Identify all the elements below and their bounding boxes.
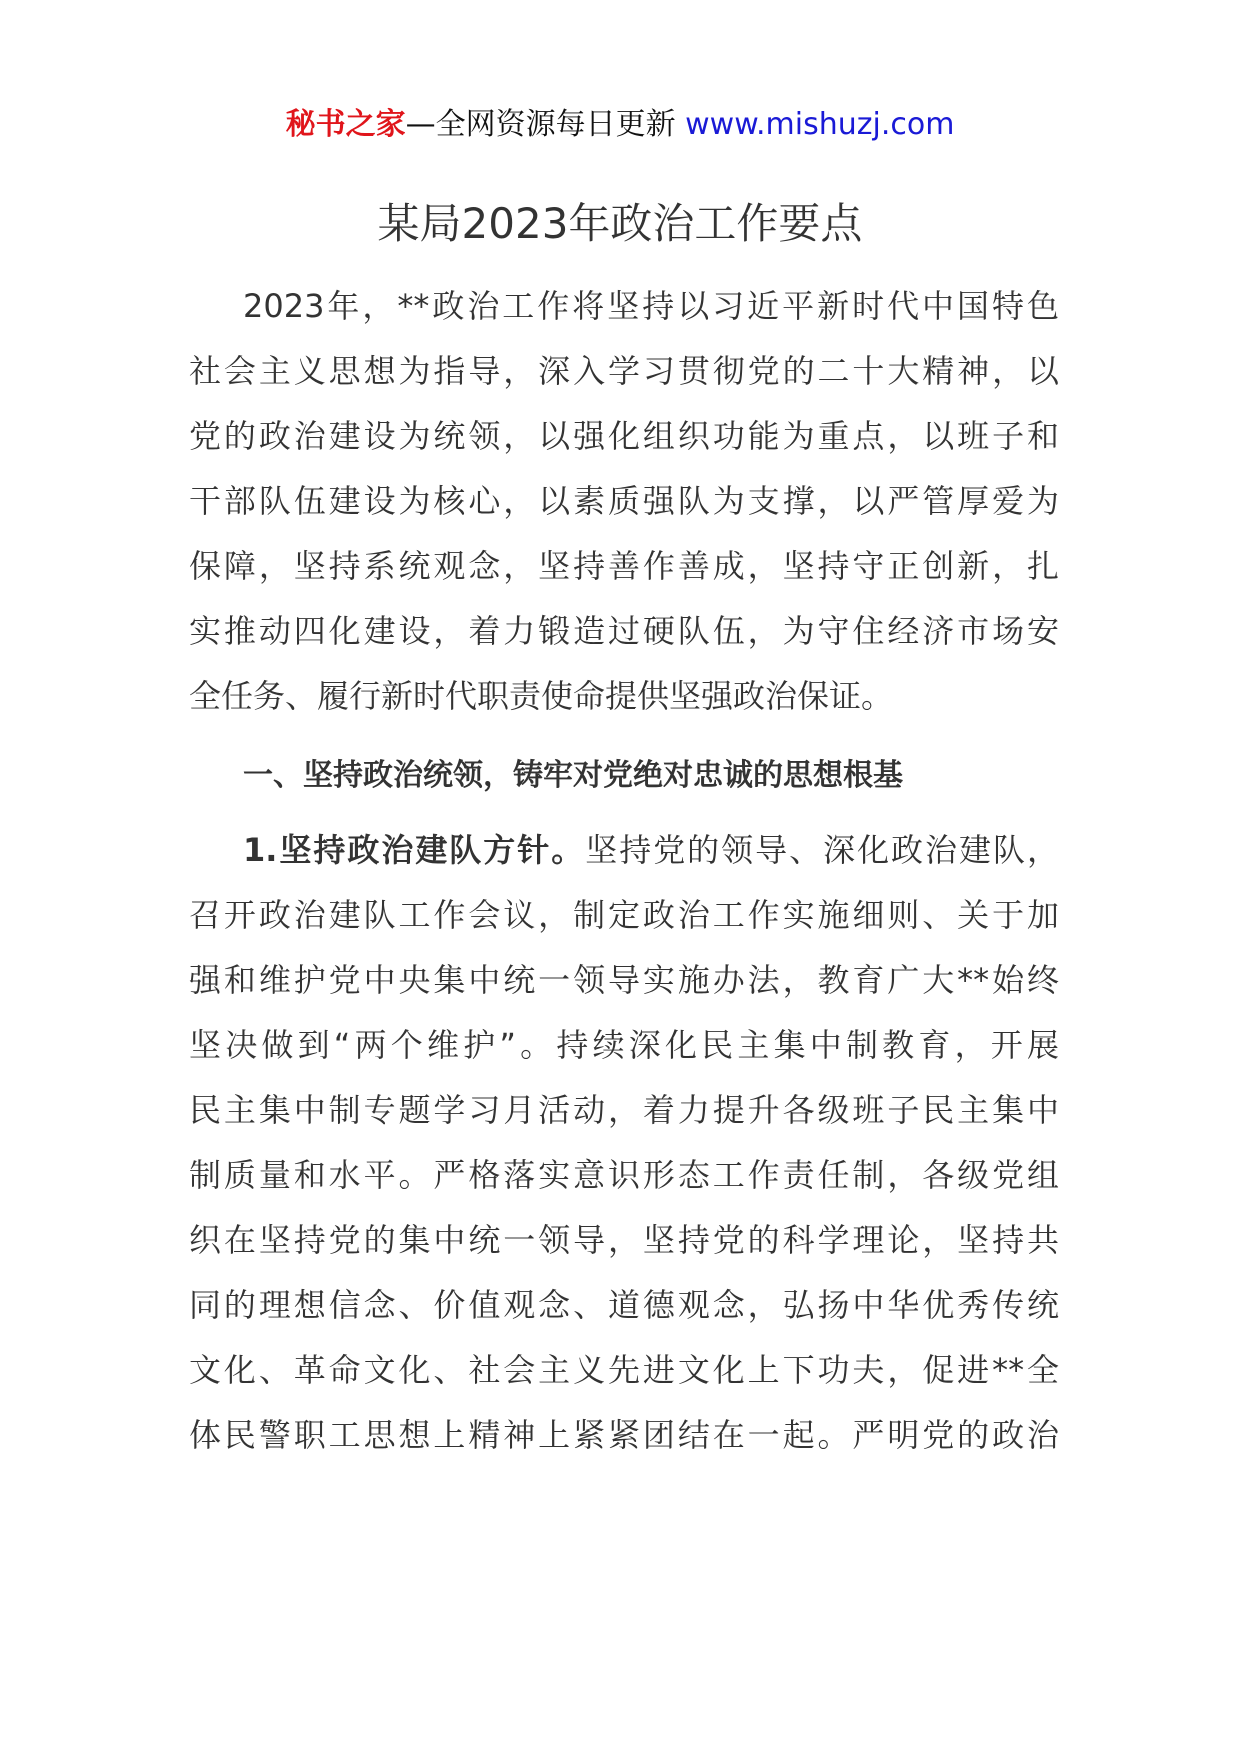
item-paragraph: [189, 818, 1059, 1468]
paragraph-line: 干部队伍建设为核心，以素质强队为支撑，以严管厚爱为: [189, 482, 1059, 520]
paragraph-line: 体民警职工思想上精神上紧紧团结在一起。严明党的政治: [189, 1416, 1059, 1454]
paragraph-line: 织在坚持党的集中统一领导，坚持党的科学理论，坚持共: [189, 1221, 1059, 1259]
item-first-line-text: 坚持党的领导、深化政治建队，: [585, 831, 1059, 869]
paragraph-line: 制质量和水平。严格落实意识形态工作责任制，各级党组: [189, 1156, 1059, 1194]
document-title: 某局2023年政治工作要点: [377, 199, 863, 248]
paragraph-line: 民主集中制专题学习月活动，着力提升各级班子民主集中: [189, 1091, 1059, 1129]
intro-paragraph: [189, 274, 1059, 729]
website-link[interactable]: www.mishuzj.com: [685, 107, 955, 142]
item-lead: 1.坚持政治建队方针。: [243, 831, 586, 869]
paragraph-line: 召开政治建队工作会议，制定政治工作实施细则、关于加: [189, 896, 1059, 934]
paragraph-line: 全任务、履行新时代职责使命提供坚强政治保证。: [189, 677, 894, 715]
paragraph-line: 强和维护党中央集中统一领导实施办法，教育广大**始终: [189, 961, 1059, 999]
paragraph-line: 实推动四化建设，着力锻造过硬队伍，为守住经济市场安: [189, 612, 1059, 650]
paragraph-line: 文化、革命文化、社会主义先进文化上下功夫，促进**全: [189, 1351, 1059, 1389]
paragraph-line: 社会主义思想为指导，深入学习贯彻党的二十大精神，以: [189, 352, 1059, 390]
paragraph-line: 同的理想信念、价值观念、道德观念，弘扬中华优秀传统: [189, 1286, 1059, 1324]
header-tagline: —全网资源每日更新: [405, 107, 686, 142]
paragraph-line: 坚决做到“两个维护”。持续深化民主集中制教育，开展: [189, 1026, 1059, 1064]
page-header: [0, 100, 1240, 150]
brand-name: 秘书之家: [285, 107, 406, 142]
paragraph-line: [189, 818, 1059, 883]
paragraph-line: 保障，坚持系统观念，坚持善作善成，坚持守正创新，扎: [189, 547, 1059, 585]
section-heading: 一、坚持政治统领，铸牢对党绝对忠诚的思想根基: [243, 758, 903, 793]
paragraph-line: 2023年，**政治工作将坚持以习近平新时代中国特色: [243, 287, 1059, 325]
paragraph-line: 党的政治建设为统领，以强化组织功能为重点，以班子和: [189, 417, 1059, 455]
